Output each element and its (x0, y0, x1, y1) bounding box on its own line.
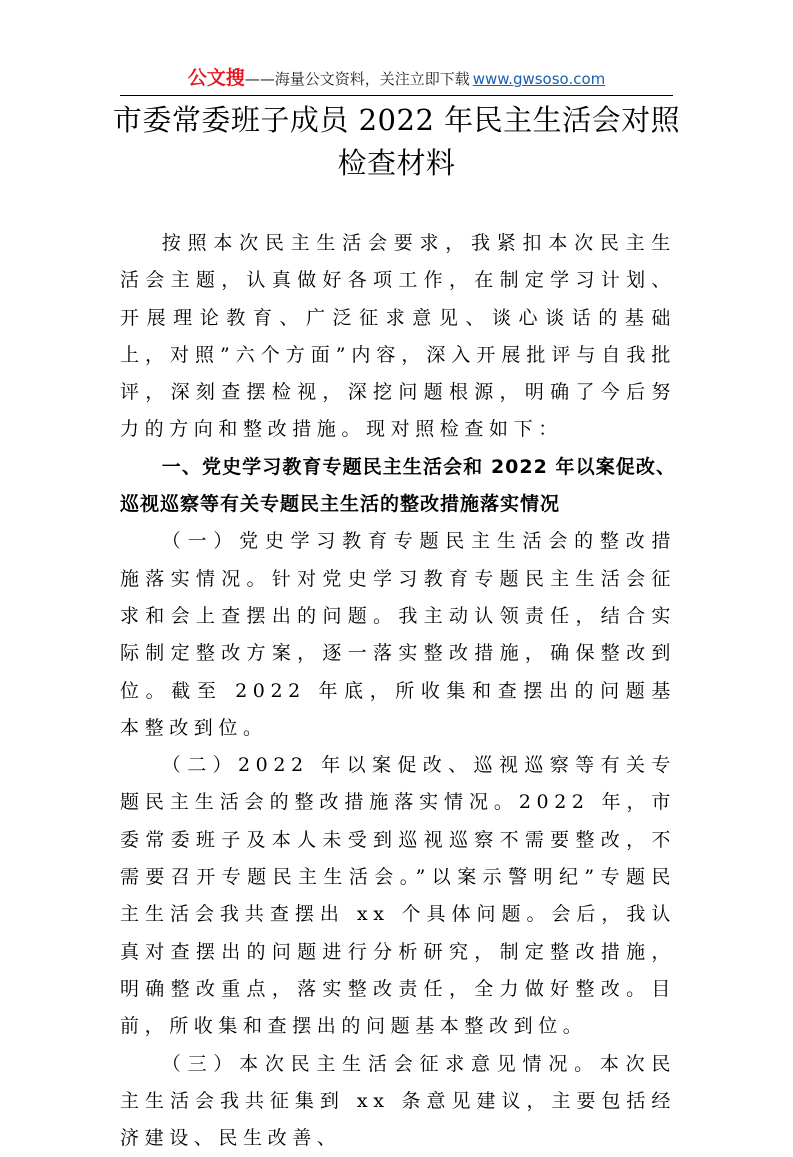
site-link[interactable]: www.gwsoso.com (472, 70, 606, 88)
paragraph-line: （二）2022 年以案促改、巡视巡察等有关专题民主生活 (120, 754, 676, 814)
document-body (120, 225, 676, 1157)
paragraph-line: 案示警明纪”专题民主生活会我共查摆出 xx 个具体问题。 (120, 866, 676, 926)
paragraph-line: 整改措施，确保整改到位。截至 2022 年底，所收集和查摆 (120, 642, 676, 702)
document-title (100, 99, 693, 185)
paragraph-line: （一）党史学习教育专题民主生活会的整改措施落实情 (120, 530, 676, 590)
intro-paragraph (120, 225, 676, 449)
paragraph-line: 我共征集到 xx 条意见建议，主要包括经济建设、民生改善、 (120, 1089, 677, 1150)
paragraph-line: 入开展批评与自我批评，深刻查摆检视，深挖问题根源，明 (120, 343, 676, 404)
paragraph-line: 按照本次民主生活会要求，我紧扣本次民主生活会主题， (120, 232, 676, 292)
heading-line: 巡视巡察等有关专题民主生活的整改措施落实情况 (120, 493, 561, 516)
paragraph-line: 确了今后努力的方向和整改措施。现对照检查如下： (120, 381, 676, 441)
subsection-paragraph-1 (120, 523, 676, 747)
paragraph-line: 况。针对党史学习教育专题民主生活会征求和会上查摆出的 (120, 567, 676, 627)
heading-line: 一、党史学习教育专题民主生活会和 2022 年以案促改、 (161, 455, 676, 478)
paragraph-line: 到巡视巡察不需要整改，不需要召开专题民主生活会。”以 (120, 828, 676, 889)
header-tagline: ——海量公文资料，关注立即下载 (244, 70, 470, 88)
title-line: 市委常委班子成员 2022 年民主生活会对照 (112, 103, 681, 137)
paragraph-line: 明确整改重点，落实整改责任，全力做好整改。目前，所收 (120, 977, 676, 1038)
paragraph-line: 征求意见、谈心谈话的基础上，对照”六个方面”内容，深 (120, 306, 677, 366)
paragraph-line: 会的整改措施落实情况。2022 年，市委常委班子及本人未受 (120, 791, 676, 851)
watermark-header (0, 66, 793, 91)
section-heading-1 (120, 449, 676, 524)
paragraph-line: 问题。我主动认领责任，结合实际制定整改方案，逐一落实 (120, 604, 676, 665)
paragraph-line: 出的问题基本整改到位。 (120, 679, 676, 739)
brand-logo-text: 公文搜 (187, 67, 245, 89)
title-line: 检查材料 (337, 146, 456, 180)
paragraph-line: 会后，我认真对查摆出的问题进行分析研究，制定整改措施， (120, 903, 676, 963)
subsection-paragraph-2 (120, 747, 676, 1045)
paragraph-line: （三）本次民主生活会征求意见情况。本次民主生活会 (120, 1052, 676, 1112)
paragraph-line: 集和查摆出的问题基本整改到位。 (218, 1015, 588, 1038)
paragraph-line: 认真做好各项工作，在制定学习计划、开展理论教育、广泛 (120, 269, 676, 329)
header-divider (120, 95, 673, 96)
subsection-paragraph-3 (120, 1046, 676, 1157)
